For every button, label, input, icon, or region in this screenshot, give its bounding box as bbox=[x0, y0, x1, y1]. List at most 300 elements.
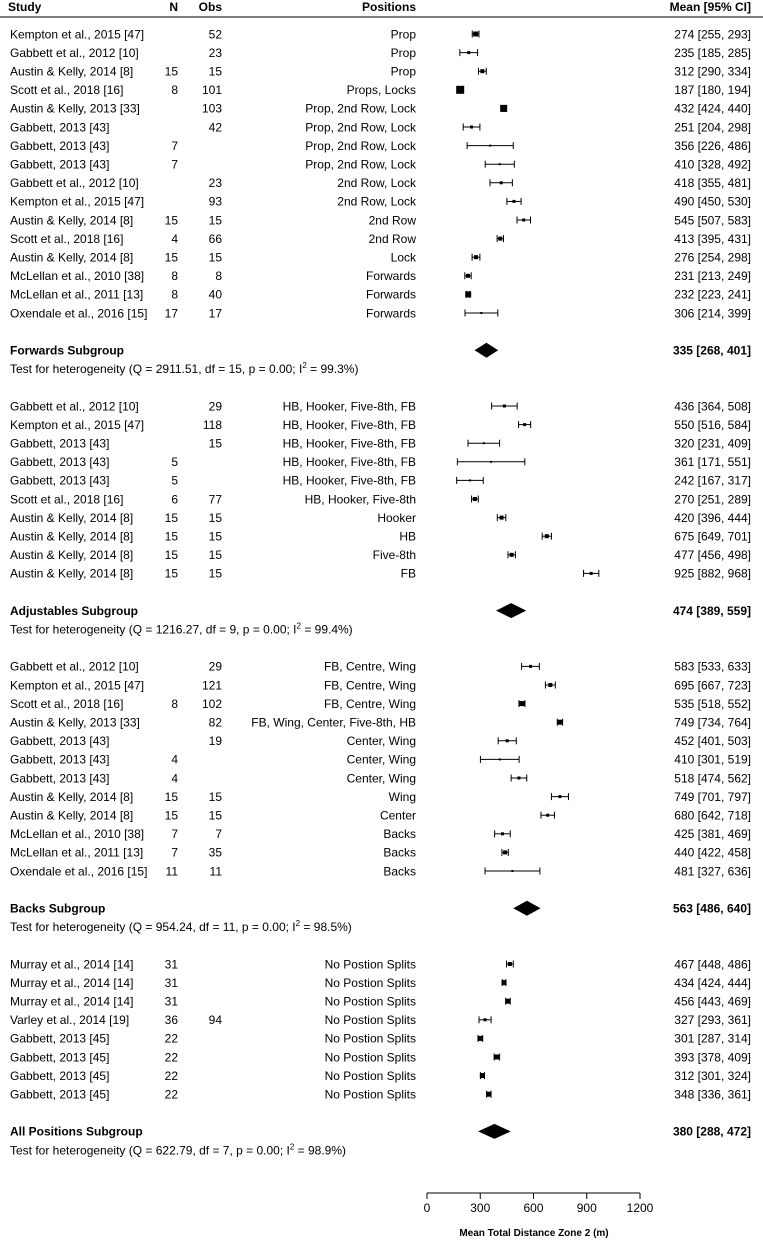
n-value: 11 bbox=[165, 864, 178, 879]
mean-ci-label: 535 [518, 552] bbox=[674, 696, 751, 711]
table-row bbox=[10, 1088, 751, 1102]
study-label: Scott et al., 2018 [16] bbox=[10, 696, 124, 711]
study-label: Scott et al., 2018 [16] bbox=[10, 83, 124, 98]
table-row bbox=[10, 437, 751, 451]
point-estimate bbox=[470, 126, 473, 129]
n-value: 7 bbox=[171, 138, 178, 153]
study-rows bbox=[10, 27, 751, 1157]
point-estimate bbox=[494, 1055, 499, 1060]
table-row bbox=[10, 771, 751, 785]
header-row bbox=[8, 0, 751, 14]
point-estimate bbox=[490, 461, 492, 463]
positions-label: Forwards bbox=[365, 287, 416, 302]
obs-value: 8 bbox=[215, 269, 222, 284]
table-row bbox=[10, 251, 751, 265]
mean-ci-label: 410 [328, 492] bbox=[674, 157, 751, 172]
mean-ci-label: 301 [287, 314] bbox=[674, 1031, 751, 1046]
positions-label: Prop bbox=[390, 45, 416, 60]
table-row bbox=[10, 827, 751, 841]
table-row bbox=[10, 288, 751, 302]
table-row bbox=[10, 716, 751, 730]
point-estimate bbox=[503, 850, 507, 854]
positions-label: Forwards bbox=[365, 269, 416, 284]
point-estimate bbox=[500, 516, 504, 520]
mean-ci-label: 274 [255, 293] bbox=[674, 27, 751, 42]
n-value: 8 bbox=[171, 83, 178, 98]
x-axis-label: Mean Total Distance Zone 2 (m) bbox=[459, 1228, 609, 1239]
x-tick-label: 0 bbox=[423, 1201, 431, 1215]
study-label: Gabbett, 2013 [43] bbox=[10, 436, 110, 451]
obs-value: 15 bbox=[208, 566, 222, 581]
obs-value: 23 bbox=[208, 176, 222, 191]
mean-ci-label: 276 [254, 298] bbox=[674, 250, 751, 265]
positions-label: Wing bbox=[388, 789, 416, 804]
n-value: 6 bbox=[171, 492, 178, 507]
obs-value: 29 bbox=[208, 399, 222, 414]
positions-label: HB, Hooker, Five-8th, FB bbox=[282, 399, 416, 414]
study-label: Austin & Kelly, 2013 [33] bbox=[10, 715, 140, 730]
study-label: Oxendale et al., 2016 [15] bbox=[10, 864, 148, 879]
obs-value: 15 bbox=[208, 548, 222, 563]
positions-label: Prop, 2nd Row, Lock bbox=[305, 120, 416, 135]
n-value: 31 bbox=[164, 975, 178, 990]
n-value: 7 bbox=[171, 845, 178, 860]
positions-label: No Postion Splits bbox=[324, 1087, 416, 1102]
point-estimate bbox=[529, 665, 532, 668]
point-estimate bbox=[512, 200, 515, 203]
positions-label: Prop, 2nd Row, Lock bbox=[305, 157, 416, 172]
point-estimate bbox=[503, 405, 506, 408]
point-estimate bbox=[546, 814, 549, 817]
table-row bbox=[10, 232, 751, 246]
point-estimate bbox=[500, 181, 503, 184]
study-label: Austin & Kelly, 2014 [8] bbox=[10, 548, 134, 563]
table-row bbox=[10, 809, 751, 823]
n-value: 15 bbox=[164, 789, 178, 804]
n-value: 31 bbox=[164, 994, 178, 1009]
mean-ci-label: 231 [213, 249] bbox=[674, 269, 751, 284]
mean-ci-label: 306 [214, 399] bbox=[674, 306, 751, 321]
table-row bbox=[10, 697, 751, 711]
point-estimate bbox=[510, 553, 514, 557]
study-label: Gabbett, 2013 [43] bbox=[10, 455, 110, 470]
positions-label: No Postion Splits bbox=[324, 1031, 416, 1046]
table-row bbox=[10, 864, 751, 878]
n-value: 17 bbox=[164, 306, 178, 321]
table-row bbox=[10, 678, 751, 692]
header-positions: Positions bbox=[361, 0, 416, 14]
point-estimate bbox=[500, 105, 507, 112]
study-label: Oxendale et al., 2016 [15] bbox=[10, 306, 148, 321]
summary-diamond bbox=[475, 343, 499, 358]
point-estimate bbox=[511, 870, 513, 872]
point-estimate bbox=[484, 1018, 487, 1021]
positions-label: No Postion Splits bbox=[324, 957, 416, 972]
study-label: McLellan et al., 2011 [13] bbox=[10, 845, 144, 860]
positions-label: 2nd Row, Lock bbox=[337, 194, 416, 209]
point-estimate bbox=[480, 69, 484, 73]
point-estimate bbox=[456, 86, 464, 94]
n-value: 22 bbox=[164, 1068, 178, 1083]
positions-label: Center, Wing bbox=[346, 752, 416, 767]
obs-value: 29 bbox=[208, 659, 222, 674]
mean-ci-label: 251 [204, 298] bbox=[674, 120, 751, 135]
n-value: 8 bbox=[171, 696, 178, 711]
table-row bbox=[10, 1069, 751, 1083]
study-label: Varley et al., 2014 [19] bbox=[10, 1013, 130, 1028]
mean-ci-label: 312 [301, 324] bbox=[674, 1068, 751, 1083]
obs-value: 15 bbox=[208, 250, 222, 265]
obs-value: 15 bbox=[208, 789, 222, 804]
obs-value: 121 bbox=[201, 678, 222, 693]
positions-label: FB, Wing, Center, Five-8th, HB bbox=[251, 715, 416, 730]
obs-value: 42 bbox=[208, 120, 222, 135]
positions-label: Hooker bbox=[377, 510, 416, 525]
table-row bbox=[10, 530, 751, 544]
subgroup-label: Forwards Subgroup bbox=[10, 343, 124, 358]
mean-ci-label: 925 [882, 968] bbox=[674, 566, 751, 581]
positions-label: Forwards bbox=[365, 306, 416, 321]
point-estimate bbox=[508, 962, 512, 966]
positions-label: Prop, 2nd Row, Lock bbox=[305, 138, 416, 153]
x-tick-label: 300 bbox=[470, 1201, 491, 1215]
obs-value: 77 bbox=[208, 492, 222, 507]
study-label: Austin & Kelly, 2014 [8] bbox=[10, 789, 134, 804]
table-row bbox=[10, 27, 751, 41]
mean-ci-label: 242 [167, 317] bbox=[674, 473, 751, 488]
study-label: McLellan et al., 2010 [38] bbox=[10, 269, 145, 284]
table-row bbox=[10, 1013, 751, 1027]
table-row bbox=[10, 790, 751, 804]
header-n: N bbox=[169, 0, 178, 14]
table-row bbox=[10, 46, 751, 60]
obs-value: 17 bbox=[208, 306, 222, 321]
table-row bbox=[10, 213, 751, 227]
mean-ci-label: 477 [456, 498] bbox=[674, 548, 751, 563]
subgroup-mean-ci: 474 [389, 559] bbox=[672, 603, 751, 618]
positions-label: 2nd Row, Lock bbox=[337, 176, 416, 191]
subgroup-mean-ci: 335 [268, 401] bbox=[672, 343, 751, 358]
study-label: Austin & Kelly, 2014 [8] bbox=[10, 529, 134, 544]
point-estimate bbox=[548, 683, 552, 687]
subgroup-summary bbox=[10, 901, 751, 934]
positions-label: Five-8th bbox=[372, 548, 416, 563]
obs-value: 15 bbox=[208, 213, 222, 228]
point-estimate bbox=[489, 145, 491, 147]
table-row bbox=[10, 548, 751, 562]
mean-ci-label: 434 [424, 444] bbox=[674, 975, 751, 990]
table-row bbox=[10, 734, 751, 748]
mean-ci-label: 518 [474, 562] bbox=[674, 771, 751, 786]
n-value: 15 bbox=[164, 529, 178, 544]
study-label: McLellan et al., 2011 [13] bbox=[10, 287, 144, 302]
mean-ci-label: 749 [701, 797] bbox=[674, 789, 751, 804]
mean-ci-label: 410 [301, 519] bbox=[674, 752, 751, 767]
point-estimate bbox=[523, 423, 526, 426]
positions-label: FB, Centre, Wing bbox=[323, 659, 416, 674]
n-value: 15 bbox=[164, 64, 178, 79]
mean-ci-label: 361 [171, 551] bbox=[674, 455, 751, 470]
point-estimate bbox=[505, 999, 510, 1004]
point-estimate bbox=[499, 163, 501, 165]
table-row bbox=[10, 474, 751, 488]
obs-value: 15 bbox=[208, 436, 222, 451]
study-label: Gabbett et al., 2012 [10] bbox=[10, 399, 139, 414]
n-value: 22 bbox=[164, 1050, 178, 1065]
point-estimate bbox=[545, 534, 549, 538]
study-label: Gabbett, 2013 [43] bbox=[10, 157, 110, 172]
table-row bbox=[10, 306, 751, 320]
positions-label: Backs bbox=[383, 827, 416, 842]
positions-label: Backs bbox=[383, 845, 416, 860]
subgroup-label: All Positions Subgroup bbox=[10, 1124, 143, 1139]
table-row bbox=[10, 995, 751, 1009]
mean-ci-label: 467 [448, 486] bbox=[674, 957, 751, 972]
positions-label: HB, Hooker, Five-8th, FB bbox=[282, 417, 416, 432]
point-estimate bbox=[501, 832, 504, 835]
point-estimate bbox=[483, 442, 485, 444]
point-estimate bbox=[506, 739, 509, 742]
mean-ci-label: 490 [450, 530] bbox=[674, 194, 751, 209]
obs-value: 15 bbox=[208, 808, 222, 823]
table-row bbox=[10, 195, 751, 209]
obs-value: 103 bbox=[201, 101, 222, 116]
obs-value: 15 bbox=[208, 64, 222, 79]
positions-label: Prop, 2nd Row, Lock bbox=[305, 101, 416, 116]
positions-label: HB bbox=[399, 529, 416, 544]
study-label: Scott et al., 2018 [16] bbox=[10, 231, 124, 246]
point-estimate bbox=[474, 255, 478, 259]
point-estimate bbox=[498, 237, 502, 241]
table-row bbox=[10, 139, 751, 153]
study-label: Murray et al., 2014 [14] bbox=[10, 994, 134, 1009]
study-label: Kempton et al., 2015 [47] bbox=[10, 27, 145, 42]
study-label: Kempton et al., 2015 [47] bbox=[10, 417, 145, 432]
heterogeneity-text: Test for heterogeneity (Q = 2911.51, df = 15, p = 0.00; $I^2 = 99.3\%$) bbox=[10, 361, 359, 377]
mean-ci-label: 440 [422, 458] bbox=[674, 845, 751, 860]
study-label: Austin & Kelly, 2014 [8] bbox=[10, 64, 134, 79]
mean-ci-label: 418 [355, 481] bbox=[674, 176, 751, 191]
mean-ci-label: 232 [223, 241] bbox=[674, 287, 751, 302]
table-row bbox=[10, 120, 751, 134]
mean-ci-label: 675 [649, 701] bbox=[674, 529, 751, 544]
n-value: 31 bbox=[164, 957, 178, 972]
table-row bbox=[10, 976, 751, 990]
study-label: Austin & Kelly, 2013 [33] bbox=[10, 101, 140, 116]
mean-ci-label: 452 [401, 503] bbox=[674, 734, 751, 749]
point-estimate bbox=[502, 980, 507, 985]
header-study: Study bbox=[8, 0, 42, 14]
table-row bbox=[10, 846, 751, 860]
point-estimate bbox=[466, 274, 470, 278]
header-obs: Obs bbox=[198, 0, 222, 14]
obs-value: 23 bbox=[208, 45, 222, 60]
study-label: Gabbett, 2013 [45] bbox=[10, 1068, 110, 1083]
heterogeneity-text: Test for heterogeneity (Q = 1216.27, df = 9, p = 0.00; $I^2 = 99.4\%$) bbox=[10, 621, 353, 637]
study-label: Gabbett, 2013 [45] bbox=[10, 1087, 110, 1102]
header-mean-ci: Mean [95% CI] bbox=[669, 0, 751, 14]
point-estimate bbox=[519, 701, 524, 706]
table-row bbox=[10, 65, 751, 79]
mean-ci-label: 481 [327, 636] bbox=[674, 864, 751, 879]
point-estimate bbox=[557, 720, 562, 725]
x-tick-label: 600 bbox=[523, 1201, 544, 1215]
obs-value: 7 bbox=[215, 827, 222, 842]
mean-ci-label: 425 [381, 469] bbox=[674, 827, 751, 842]
table-row bbox=[10, 176, 751, 190]
subgroup-mean-ci: 563 [486, 640] bbox=[672, 901, 751, 916]
subgroup-mean-ci: 380 [288, 472] bbox=[672, 1124, 751, 1139]
obs-value: 94 bbox=[208, 1013, 222, 1028]
point-estimate bbox=[478, 1036, 483, 1041]
positions-label: Center bbox=[379, 808, 416, 823]
mean-ci-label: 187 [180, 194] bbox=[674, 83, 751, 98]
n-value: 15 bbox=[164, 250, 178, 265]
table-row bbox=[10, 455, 751, 469]
positions-label: Lock bbox=[390, 250, 416, 265]
n-value: 8 bbox=[171, 287, 178, 302]
table-row bbox=[10, 399, 751, 413]
table-row bbox=[10, 83, 751, 97]
study-label: Gabbett et al., 2012 [10] bbox=[10, 176, 139, 191]
mean-ci-label: 393 [378, 409] bbox=[674, 1050, 751, 1065]
mean-ci-label: 749 [734, 764] bbox=[674, 715, 751, 730]
point-estimate bbox=[480, 1073, 485, 1078]
positions-label: HB, Hooker, Five-8th, FB bbox=[282, 436, 416, 451]
study-label: Austin & Kelly, 2014 [8] bbox=[10, 213, 134, 228]
point-estimate bbox=[486, 1092, 491, 1097]
study-label: Gabbett, 2013 [45] bbox=[10, 1031, 110, 1046]
n-value: 4 bbox=[171, 771, 178, 786]
positions-label: No Postion Splits bbox=[324, 1013, 416, 1028]
table-row bbox=[10, 567, 751, 581]
study-label: Gabbett et al., 2012 [10] bbox=[10, 45, 139, 60]
n-value: 36 bbox=[164, 1013, 178, 1028]
table-row bbox=[10, 660, 751, 674]
table-row bbox=[10, 511, 751, 525]
obs-value: 15 bbox=[208, 510, 222, 525]
point-estimate bbox=[465, 291, 471, 297]
study-label: Gabbett, 2013 [43] bbox=[10, 771, 110, 786]
study-label: Murray et al., 2014 [14] bbox=[10, 957, 134, 972]
obs-value: 93 bbox=[208, 194, 222, 209]
study-label: Gabbett, 2013 [43] bbox=[10, 734, 110, 749]
point-estimate bbox=[522, 219, 525, 222]
obs-value: 101 bbox=[201, 83, 222, 98]
mean-ci-label: 320 [231, 409] bbox=[674, 436, 751, 451]
obs-value: 82 bbox=[208, 715, 222, 730]
mean-ci-label: 348 [336, 361] bbox=[674, 1087, 751, 1102]
positions-label: Props, Locks bbox=[346, 83, 416, 98]
positions-label: Backs bbox=[383, 864, 416, 879]
x-tick-label: 1200 bbox=[626, 1201, 654, 1215]
study-label: Gabbett, 2013 [45] bbox=[10, 1050, 110, 1065]
n-value: 15 bbox=[164, 213, 178, 228]
n-value: 7 bbox=[171, 827, 178, 842]
mean-ci-label: 550 [516, 584] bbox=[674, 417, 751, 432]
table-row bbox=[10, 957, 751, 971]
mean-ci-label: 356 [226, 486] bbox=[674, 138, 751, 153]
positions-label: No Postion Splits bbox=[324, 975, 416, 990]
positions-label: Center, Wing bbox=[346, 734, 416, 749]
obs-value: 118 bbox=[202, 417, 222, 432]
n-value: 15 bbox=[164, 548, 178, 563]
study-label: Austin & Kelly, 2014 [8] bbox=[10, 250, 134, 265]
point-estimate bbox=[590, 572, 593, 575]
table-row bbox=[10, 753, 751, 767]
positions-label: HB, Hooker, Five-8th, FB bbox=[282, 473, 416, 488]
obs-value: 35 bbox=[208, 845, 222, 860]
n-value: 15 bbox=[164, 566, 178, 581]
table-row bbox=[10, 269, 751, 283]
positions-label: Prop bbox=[390, 27, 416, 42]
n-value: 5 bbox=[171, 473, 178, 488]
point-estimate bbox=[517, 777, 520, 780]
positions-label: No Postion Splits bbox=[324, 1068, 416, 1083]
positions-label: HB, Hooker, Five-8th bbox=[304, 492, 416, 507]
obs-value: 40 bbox=[208, 287, 222, 302]
study-label: Gabbett, 2013 [43] bbox=[10, 752, 110, 767]
point-estimate bbox=[558, 795, 561, 798]
positions-label: No Postion Splits bbox=[324, 994, 416, 1009]
positions-label: HB, Hooker, Five-8th, FB bbox=[282, 455, 416, 470]
subgroup-summary bbox=[10, 1124, 751, 1157]
obs-value: 102 bbox=[201, 696, 222, 711]
n-value: 4 bbox=[171, 231, 178, 246]
obs-value: 15 bbox=[208, 529, 222, 544]
summary-diamond bbox=[478, 1124, 511, 1139]
point-estimate bbox=[467, 51, 470, 54]
positions-label: Prop bbox=[390, 64, 416, 79]
mean-ci-label: 235 [185, 285] bbox=[674, 45, 751, 60]
summary-diamond bbox=[496, 603, 526, 618]
n-value: 5 bbox=[171, 455, 178, 470]
n-value: 22 bbox=[164, 1031, 178, 1046]
mean-ci-label: 432 [424, 440] bbox=[674, 101, 751, 116]
subgroup-label: Backs Subgroup bbox=[10, 901, 106, 916]
study-label: Austin & Kelly, 2014 [8] bbox=[10, 510, 134, 525]
summary-diamond bbox=[513, 901, 540, 916]
positions-label: FB, Centre, Wing bbox=[323, 696, 416, 711]
mean-ci-label: 695 [667, 723] bbox=[674, 678, 751, 693]
positions-label: 2nd Row bbox=[368, 213, 416, 228]
positions-label: FB, Centre, Wing bbox=[323, 678, 416, 693]
n-value: 7 bbox=[171, 157, 178, 172]
n-value: 4 bbox=[171, 752, 178, 767]
mean-ci-label: 545 [507, 583] bbox=[674, 213, 751, 228]
mean-ci-label: 327 [293, 361] bbox=[674, 1013, 751, 1028]
point-estimate bbox=[473, 32, 478, 37]
mean-ci-label: 680 [642, 718] bbox=[674, 808, 751, 823]
heterogeneity-text: Test for heterogeneity (Q = 954.24, df = 11, p = 0.00; $I^2 = 98.5\%$) bbox=[10, 919, 352, 935]
table-row bbox=[10, 418, 751, 432]
positions-label: Center, Wing bbox=[346, 771, 416, 786]
table-row bbox=[10, 1032, 751, 1046]
point-estimate bbox=[480, 312, 482, 314]
table-row bbox=[10, 1050, 751, 1064]
study-label: Gabbett, 2013 [43] bbox=[10, 138, 110, 153]
mean-ci-label: 413 [395, 431] bbox=[674, 231, 751, 246]
mean-ci-label: 270 [251, 289] bbox=[674, 492, 751, 507]
subgroup-label: Adjustables Subgroup bbox=[10, 603, 139, 618]
study-label: Kempton et al., 2015 [47] bbox=[10, 678, 145, 693]
mean-ci-label: 420 [396, 444] bbox=[674, 510, 751, 525]
study-label: Austin & Kelly, 2014 [8] bbox=[10, 808, 134, 823]
n-value: 15 bbox=[164, 808, 178, 823]
obs-value: 11 bbox=[209, 864, 222, 879]
mean-ci-label: 312 [290, 334] bbox=[674, 64, 751, 79]
mean-ci-label: 436 [364, 508] bbox=[674, 399, 751, 414]
